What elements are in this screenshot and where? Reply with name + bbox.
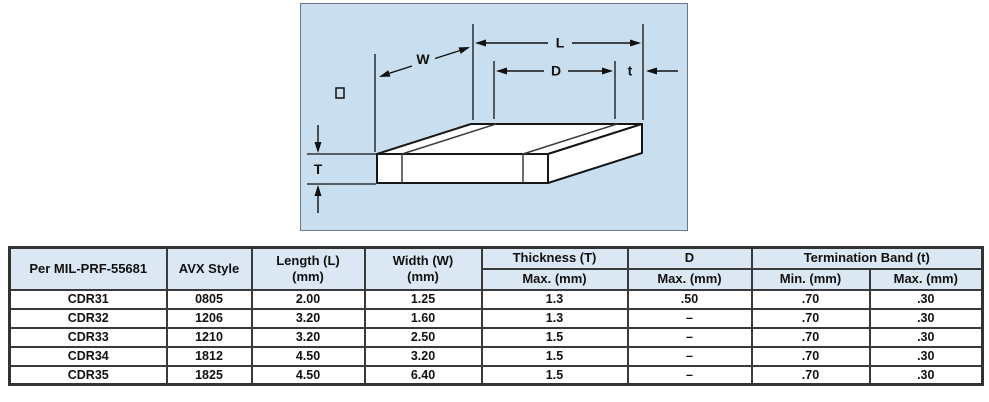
header-width-line1: Width (W) — [392, 252, 454, 268]
header-termination-band: Termination Band (t) — [752, 248, 983, 269]
header-term-min: Min. (mm) — [752, 269, 870, 290]
dimensions-table — [8, 246, 984, 386]
header-length-line2: (mm) — [292, 268, 324, 284]
table-cell: .70 — [752, 366, 870, 385]
table-cell: – — [628, 366, 752, 385]
table-row — [10, 309, 983, 328]
header-d-max: Max. (mm) — [628, 269, 752, 290]
table-cell: 1.5 — [482, 366, 628, 385]
band-dim-label: t — [627, 62, 633, 79]
table-cell: .70 — [752, 309, 870, 328]
thickness-dim-label: T — [313, 161, 323, 177]
table-cell: 6.40 — [365, 366, 482, 385]
chip-body — [377, 124, 642, 183]
header-d: D — [628, 248, 752, 269]
chip-dimension-drawing — [301, 4, 687, 230]
table-cell: CDR34 — [10, 347, 167, 366]
table-cell: CDR33 — [10, 328, 167, 347]
header-term-max: Max. (mm) — [870, 269, 983, 290]
table-cell: .30 — [870, 309, 983, 328]
table-cell: 1812 — [167, 347, 252, 366]
table-cell: 1.3 — [482, 290, 628, 309]
header-length — [252, 248, 365, 290]
table-cell: .30 — [870, 366, 983, 385]
table-cell: 1825 — [167, 366, 252, 385]
table-row — [10, 366, 983, 385]
table-cell: 3.20 — [252, 309, 365, 328]
table-cell: .70 — [752, 290, 870, 309]
square-glyph-icon — [336, 88, 344, 98]
table-row — [10, 328, 983, 347]
table-row — [10, 290, 983, 309]
header-width-line2: (mm) — [407, 268, 439, 284]
header-width — [365, 248, 482, 290]
table-cell: – — [628, 347, 752, 366]
header-avx-style: AVX Style — [167, 248, 252, 290]
table-cell: .50 — [628, 290, 752, 309]
table-cell: 2.00 — [252, 290, 365, 309]
table-cell: 1.5 — [482, 328, 628, 347]
table-cell: 3.20 — [252, 328, 365, 347]
table-cell: 0805 — [167, 290, 252, 309]
table-cell: 1.3 — [482, 309, 628, 328]
table-cell: 4.50 — [252, 347, 365, 366]
table-cell: CDR35 — [10, 366, 167, 385]
table-cell: 1206 — [167, 309, 252, 328]
table-cell: CDR31 — [10, 290, 167, 309]
header-thickness: Thickness (T) — [482, 248, 628, 269]
table-row — [10, 347, 983, 366]
table-cell: – — [628, 328, 752, 347]
length-dim-label: L — [555, 34, 565, 51]
table-cell: 1210 — [167, 328, 252, 347]
table-cell: .70 — [752, 328, 870, 347]
table-cell: .30 — [870, 347, 983, 366]
table-cell: 2.50 — [365, 328, 482, 347]
header-per-mil: Per MIL-PRF-55681 — [10, 248, 167, 290]
electrode-dim-label: D — [550, 62, 562, 79]
table-cell: 4.50 — [252, 366, 365, 385]
table-cell: 1.25 — [365, 290, 482, 309]
dimension-diagram-panel — [300, 3, 688, 231]
table-cell: – — [628, 309, 752, 328]
table-cell: 3.20 — [365, 347, 482, 366]
width-dim-label: W — [416, 51, 430, 67]
header-length-line1: Length (L) — [276, 252, 340, 268]
table-cell: .30 — [870, 290, 983, 309]
table-cell: 1.60 — [365, 309, 482, 328]
header-thickness-max: Max. (mm) — [482, 269, 628, 290]
table-body — [10, 290, 983, 385]
table-header — [10, 248, 983, 290]
table-cell: .30 — [870, 328, 983, 347]
table-cell: CDR32 — [10, 309, 167, 328]
table-cell: .70 — [752, 347, 870, 366]
table-cell: 1.5 — [482, 347, 628, 366]
